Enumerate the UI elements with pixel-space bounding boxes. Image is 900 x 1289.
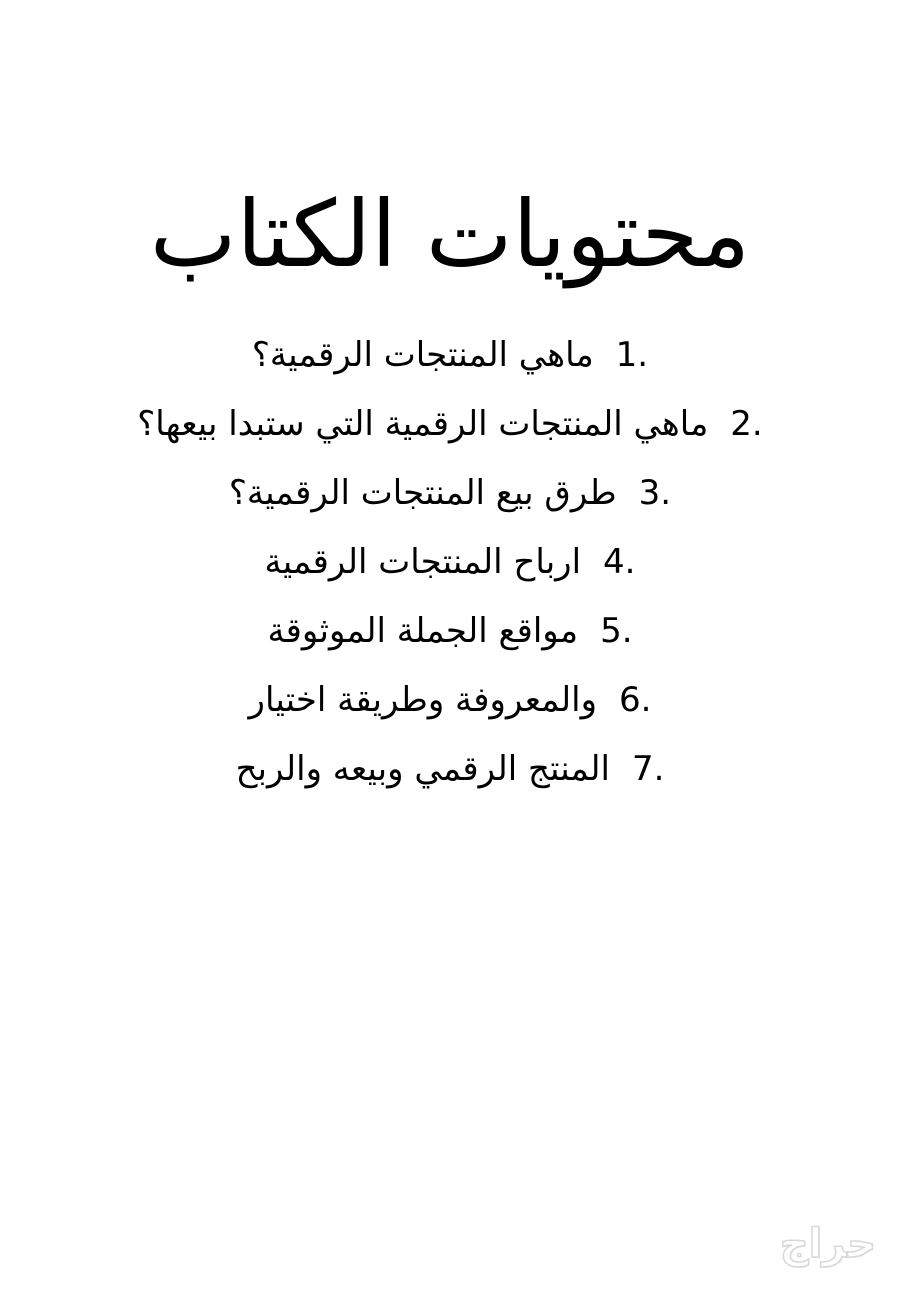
toc-item-number: 4. (603, 541, 636, 582)
toc-item-number: 7. (631, 748, 665, 789)
toc-item-text: مواقع الجملة الموثوقة (267, 610, 579, 651)
toc-item-number: 2. (730, 403, 763, 444)
toc-item-number: 6. (619, 679, 652, 720)
toc-line (236, 749, 665, 789)
toc-line (252, 335, 648, 375)
toc-item-5 (0, 596, 900, 665)
toc-item-3 (0, 458, 900, 527)
toc-item-7 (0, 734, 900, 803)
toc-item-1 (0, 320, 900, 389)
toc-item-text: والمعروفة وطريقة اختيار (248, 679, 597, 720)
toc-item-text: المنتج الرقمي وبيعه والربح (235, 748, 610, 789)
toc-line (229, 473, 671, 513)
toc-item-text: ماهي المنتجات الرقمية؟ (251, 334, 594, 375)
toc-item-text: ارباح المنتجات الرقمية (264, 541, 582, 582)
page-title: محتويات الكتاب (149, 181, 751, 288)
watermark-logo: حراج (779, 1221, 876, 1267)
toc-line (265, 542, 636, 582)
toc-item-number: 1. (615, 334, 649, 375)
toc-item-6 (0, 665, 900, 734)
toc-item-text: طرق بيع المنتجات الرقمية؟ (228, 472, 617, 513)
toc-item-4 (0, 527, 900, 596)
toc-line (249, 680, 652, 720)
toc-item-number: 3. (638, 472, 672, 513)
table-of-contents (0, 320, 900, 803)
toc-line (137, 404, 763, 444)
toc-item-2 (0, 389, 900, 458)
toc-item-text: ماهي المنتجات الرقمية التي ستبدا بيعها؟ (137, 403, 709, 444)
toc-line (267, 611, 632, 651)
toc-item-number: 5. (600, 610, 633, 651)
